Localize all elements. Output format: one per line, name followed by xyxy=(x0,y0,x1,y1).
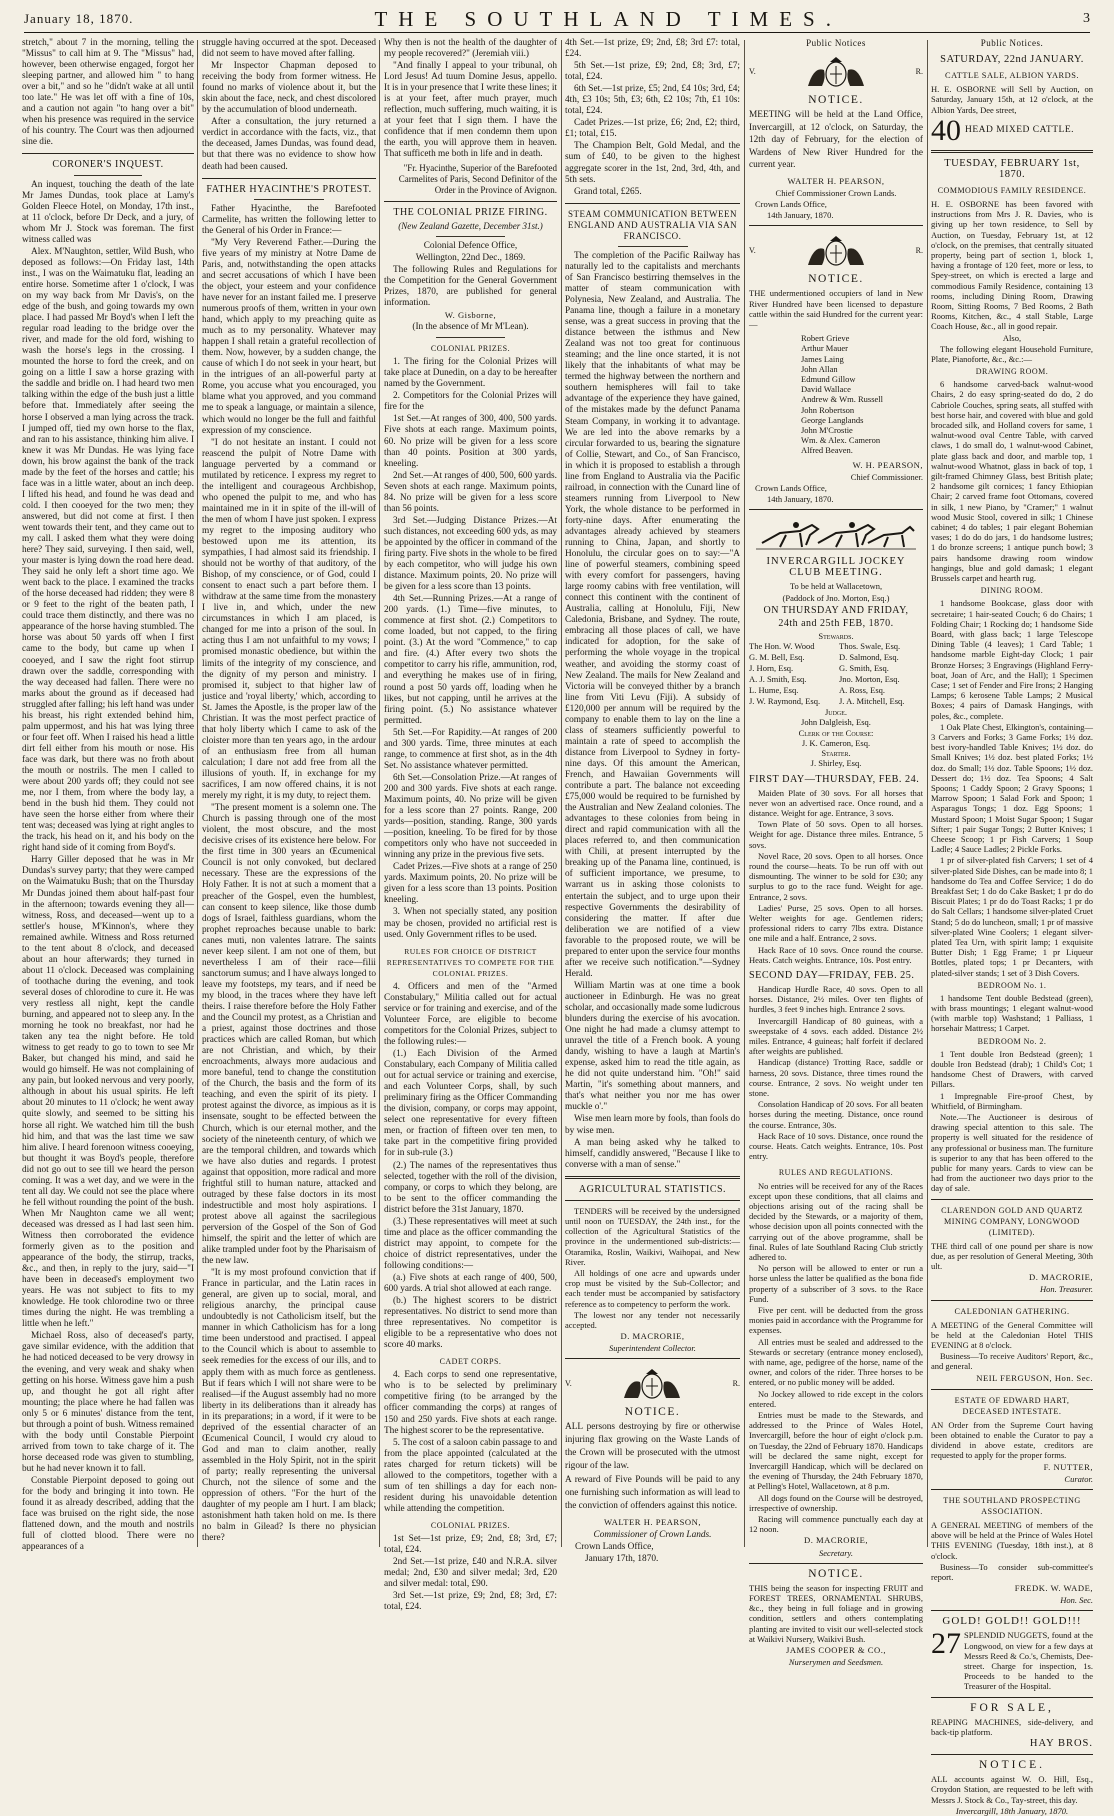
lot-description: HEAD MIXED CATTLE. xyxy=(965,125,1075,136)
article-text: Michael Ross, also of deceased's party, gave similar evidence, with the addition that he had noticed deceased to be very drowsy in the evening, and very weak and shaky when getting on his horse. Witness gave him a push up, and thought he got all right after mounting; the place where he had fallen was only 5 or 6 minutes' distance from the tent, but through a point of bush. Witness remained with the body until Constable Pierpoint arrived from town to take charge of it. The horse deceased rode was given to stumbling, but he had never known it to fall. xyxy=(22,1331,194,1474)
subheading: DRAWING ROOM. xyxy=(975,367,1049,377)
notice-text: THIS being the season for inspecting FRUIT and FOREST TREES, ORNAMENTAL SHRUBS, &c., they being in full foliage and in growing condition, settlers and others contemplating planting are invited to visit our well-selected stock at Waikivi Nursery, Waikivi Bush. xyxy=(749,1582,923,1644)
notice-text: ALL accounts against W. O. Hill, Esq., Croydon Station, are requested to be left with Messrs J. Stock & Co., Tay-street, this day. xyxy=(931,1774,1093,1805)
article-text: (2.) The names of the representatives thus selected, together with the roll of the division, company, or corps to which they belong, are to be sent to the officer commanding the district before the 31st January, 1870. xyxy=(384,1160,557,1215)
heading-notice: NOTICE. xyxy=(978,1759,1046,1772)
notice-text: A MEETING of the General Committee will be held at the Caledonian Hotel THIS EVENING at 8 o'clock. xyxy=(931,1319,1093,1351)
furniture-list: 1 handsome Tent double Bedstead (green), with brass mountings; 1 elegant walnut-wood (with marble top) Washstand; 1 Palliass, 1 horsehair Mattress; 1 Carpet. xyxy=(931,992,1093,1034)
headline-caledonian: CALEDONIAN GATHERING. xyxy=(954,1306,1070,1316)
article-text: The following Rules and Regulations for the Competition for the General Government Prizes, 1870, are published for general information. xyxy=(384,264,557,308)
headline-gold: GOLD! GOLD!! GOLD!!! xyxy=(942,1615,1082,1628)
article-text: 2nd Set.—1st prize, £40 and N.R.A. silver medal; 2nd, £30 and silver medal; 3rd, £20 and silver medal: total, £90. xyxy=(384,1557,557,1590)
section-header: Public Notices xyxy=(806,38,866,48)
dateline: Crown Lands Office, xyxy=(755,482,827,493)
article-text: 4. Each corps to send one representative, who is to be selected by preliminary competitive firing (to be arranged by the officer commanding the corps) at ranges of 150 and 250 yards. Five shots at each range. The highest scorer to be the representative. xyxy=(384,1370,557,1436)
list-item: Andrew & Wm. Russell xyxy=(801,394,884,405)
column-1 xyxy=(22,38,194,1553)
column-5 xyxy=(749,38,923,1668)
divider xyxy=(565,1176,740,1179)
column-3 xyxy=(384,38,557,1613)
article-text: Cadet Prizes.—1st prize, £6; 2nd, £2; third, £1; total, £15. xyxy=(565,118,740,140)
article-text: 1. The firing for the Colonial Prizes will take place at Dunedin, on a day to be hereafter named by the Government. xyxy=(384,357,557,390)
subheading: Stewards. xyxy=(818,630,854,641)
list-item: Thos. Swale, Esq. xyxy=(839,641,901,651)
headline-jockey-club: INVERCARGILL JOCKEY CLUB MEETING. xyxy=(766,556,906,579)
subheading: BEDROOM No. 2. xyxy=(977,1036,1047,1046)
race-entry: Handicap (distance) Trotting Race, saddle or harness, 20 sovs. Distance, three times round the course. Entrance, 2 sovs. No weight under ten stone. xyxy=(749,1057,923,1099)
list-item: A. J. Smith, Esq. xyxy=(749,674,807,685)
royal-arms-icon xyxy=(800,56,872,90)
page-number: 3 xyxy=(1083,11,1090,26)
column-4 xyxy=(565,38,740,1564)
article-text: 4th Set.—Running Prizes.—At a range of 200 yards. (1.) Time—five minutes, to commence at first shot. (2.) Competitors to come loaded, but not capped, to the firing point. (3.) At the word "Commence," to cap and fire. (4.) After every two shots the competitor to carry his rifle, ammunition, rod, and everything he makes use of in firing, round a post 50 yards off, loading when he likes, but not capping, until he arrives at the firing point. (5.) No assistance whatever permitted. xyxy=(384,594,557,726)
article-text: "The present moment is a solemn one. The Church is passing through one of the most violent, the most obscure, and the most decisive crises of its existence here below. For the first time in 300 years an Œcumenical Council is not only convoked, but declared necessary. These are the expressions of the Holy Father. It is not at such a moment that a preacher of the Gospel, even the humblest, can consent to keep silence, like those dumb dogs of Israel, faithless guardians, whom the prophet reproaches because unable to bark: canes muti, non valentes latrare. The saints never keep silent. I am not one of them, but nevertheless I am of their race—filii sanctorum sumus; and I have always longed to leave my footsteps, my tears, and if need be my blood, in the traces where they have left theirs. I raise therefore before the Holy Father and the Council my protest, as a Christian and a priest, against those doctrines and those practices which are called Roman, but which are not Christian, and which, by their encroachments, always more audacious and more baneful, tend to change the constitution of the Church, the basis and the form of its teaching, and even the spirit of its piety. I protest against the divorce, as impious as it is insensate, sought to be effected between the Church, which is our eternal mother, and the society of the nineteenth century, of which we are the temporal children, and towards which we have also duties and regards. I protest against that opposition, more radical and more frightful still to human nature, attacked and outraged by these false doctors in its most indestructible and most holy aspirations. I protest above all against the sacrilegious perversion of the Gospel of the Son of God himself, the spirit and the letter of which are alike trampled under foot by the Pharisaism of the new law. xyxy=(202,803,376,1267)
heading-first-day: FIRST DAY—THURSDAY, FEB. 24. xyxy=(749,773,920,785)
rule-text: No entries will be received for any of the Races except upon these conditions, that all claims and objections arising out of the racing shall be decided by the Stewards, or a majority of them, whose decision upon all points connected with the carrying out of the above programme, shall be final. Rules of late Southland Racing Club strictly adhered to. xyxy=(749,1180,923,1262)
notice-text: MEETING will be held at the Land Office, Invercargill, at 12 o'clock, on Saturday, the 12th day of February, for the election of Wardens of New River Hundred for the current year. xyxy=(749,110,923,171)
list-item: Alfred Beaven. xyxy=(801,445,853,456)
heading-auction-date: SATURDAY, 22nd JANUARY. xyxy=(940,54,1084,66)
notice-text: THE third call of one pound per share is now due, as per resolution of General Meeting, 30th ult. xyxy=(931,1240,1093,1272)
column-2 xyxy=(202,38,376,1549)
headline-clarendon: CLARENDON GOLD AND QUARTZ MINING COMPANY, LONGWOOD (LIMITED). xyxy=(941,1205,1083,1237)
article-text: struggle having occurred at the spot. Deceased did not seem to have moved after falling. xyxy=(202,38,376,60)
notice-text: ALL persons destroying by fire or otherwise injuring flax growing on the Waste Lands of the Crown will be prosecuted with the utmost rigour of the law. xyxy=(565,1422,740,1472)
subheading: BEDROOM No. 1. xyxy=(977,980,1047,990)
article-text: 6th Set.—Consolation Prize.—At ranges of 200 and 300 yards. Five shots at each range. Maximum points, 40. No prize will be given for a less score than 27 points. Range, 200 yards—position, standing. Range, 300 yards—position, kneeling. To be fired for by those competitors only who have not succeeded in winning any prize in the previous five sets. xyxy=(384,772,557,861)
list-item: George Langlands xyxy=(801,414,864,425)
heading-auction-date: TUESDAY, FEBRUARY 1st, 1870. xyxy=(944,157,1080,180)
signature: Curator. xyxy=(1064,1473,1093,1484)
divider xyxy=(931,1199,1093,1200)
list-item: Jno. Morton, Esq. xyxy=(839,674,900,685)
article-text: The completion of the Pacific Railway has naturally led to the capitalists and merchants of San Francisco bestirring themselves in the matter of steam communication with Polynesia, New Zealand, and Australia. The Panama line, though a failure in a monetary sense, was a great success in proving that the distance between the isthmus and New Zealand was not too great for continuous steaming; and the line once started, it is not likely that the inhabitants of what may be termed the highway between the northern and southern hemispheres will fail to take advantage of the experience they have gained, of the mistakes made by the defunct Panama Steam Company, in working it to advantage. We are led into the above remarks by a circular forwarded to us, bearing the signature of Collie, Stewart, and Co., of San Francisco, in which it is proposed to establish a through line from England to Australia via the Pacific railroad, in connection with the Cunard line of steamers running from Liverpool to New York, the whole distance to be performed in forty-nine days. After enumerating the advantages already achieved by steamers running to China, Japan, and shortly to Honolulu, the circular goes on to say:—"A line of powerful steamers, combining speed with every comfort for passengers, having large roomy cabins with free ventilation, will connect this continent with the continent of Australia, calling at Honolulu, Fiji, New Caledonia, Brisbane, and Sydney. The route, embracing all those places of call, we have indicated for adoption, for the sake of performing the whole voyage in the tropical weather, and avoiding the stormy coast of New Zealand. The mails for New Zealand and Victoria will be conveyed thither by a branch line from Viti Levu (Fiji). A subsidy of £120,000 per annum will be required by the company to enable them to lay on the line a class of steamers sufficiently powerful to maintain a rate of speed to accomplish the distance from Liverpool to Sydney in forty-nine days. Of this amount the American, French, and Hawaiian Governments will contribute a part. The balance not exceeding £75,000 would be required to be furnished by the Australian and New Zealand colonies. The advantages to these colonies from being in direct and rapid communication with all the places referred to, and then communication with Chili, at present interrupted by the breaking up of the Panama line, continued, is of sufficient importance, we presume, to warrant us in asking those colonists to entertain the subject, and to urge upon their respective Governments the desirability of considering the matter. If after due deliberation we are notified of a view favorable to the proposed route, we will be prepared to enter upon the service four months after we receive such notification."—Sydney Herald. xyxy=(565,250,740,979)
signature: Hon. Sec. xyxy=(1060,1595,1093,1606)
notice-text: THE undermentioned occupiers of land in New River Hundred have been licensed to depasture cattle within the said Hundred for the current year:— xyxy=(749,288,923,329)
subheading: Clerk of the Course: xyxy=(798,727,874,738)
signature: D. MACRORIE, xyxy=(1028,1272,1093,1283)
official-name: J. K. Cameron, Esq. xyxy=(801,737,871,748)
furniture-list: 1 Oak Plate Chest, Elkington's, containing—3 Carvers and Forks; 3 Game Forks; 1½ doz. best ivory-handled Table Knives; 1½ doz. do Small Knives; 1½ doz. best plated Forks; 1½ doz. do Small; 1½ doz. Table Spoons; 1½ doz. Dessert do; 1½ doz. Tea Spoons; 4 Salt Spoons; 1 Caddy Spoon; 2 Gravy Spoons; 1 Marrow Spoon; 1 Salad Fork and Spoon; 1 Asparagus Tongs; 1 doz. Egg Spoons; 1 Mustard Spoon; 1 Moist Sugar Spoon; 1 Sugar Sifter; 1 pair Sugar Tongs; 2 Butter Knives; 1 Cheese Scoop; 1 pr Fish Carvers; 1 Soup Ladle; 4 Sauce Ladles; 2 Pickle Forks. xyxy=(931,721,1093,855)
rule-text: Five per cent. will be deducted from the gross monies paid in accordance with the Programme for expenses. xyxy=(749,1304,923,1336)
article-text: Why then is not the health of the daughter of my people recovered?" (Jeremiah viii.) xyxy=(384,38,557,60)
divider xyxy=(931,1489,1093,1490)
article-text: Alex. M'Naughton, settler, Wild Bush, who deposed as follows:—On Friday last, 14th inst., I was on the Waimatuku flat, leading an entire horse. Sometime after 1 o'clock, I was on my way back from Mr Davis's, on the edge of the bush, and going towards my own place. I had passed Mr Boyd's when I left the regular road leading to the bridge over the river, and made for the old ford, wishing to wash the horse's legs in the crossing. I mounted the horse to ford the creek, and on going on a little I saw a horse grazing with the saddle and bridle on. I had heard two men talking within the edge of the bush just a little before that. Immediately after seeing the horse I observed a man lying across the track. I jumped off, tied my own horse to the flax, and ran to his assistance, thinking him alive. I knew it was Mr Dundas. He was lying face down, his brow against the bank of the track made by the feet of the horses and cattle; his face was in a little water, about an inch deep. I lifted his head, and found he was dead and cold. I then cooeyed for the two men; they answered, but did not come at first. I then went towards their tent, and they came out to my call. I asked them what they were doing here? They said, surveying. I then said, well, your master is lying down the road here dead. They said he only left a short time ago. We went back to the place. I examined the tracks of the horse deceased had ridden; they were 8 or 9 feet to the right of the beaten path, I could trace them distinctly, and there was no appearance of the horse having stumbled. The horse was about 50 yards off when I first came to the body, but came up when I cooeyed, and I saw the right foot stirrup drawn over the saddle, corresponding with the way deceased had fallen. There were no marks about the ground as if deceased had struggled after falling; his left hand was under his breast, his right extended behind him, palm uppermost, and his hat was lying three or four feet off. When I raised his head a little dirt fell either from his mouth or nose. His face was dark, but there was no froth about the mouth or nostrils. The men I called to were about 200 yards off; they could not see me, nor I them, from where the body lay, a bend in the bush hid them. They could not have seen the horse either from where their tent was; deceased was lying at right angles to the track, his head on it, and his body on the right hand side of it coming from Boyd's. xyxy=(22,246,194,854)
list-item: John Robertson xyxy=(801,404,855,415)
list-item: G. Smith, Esq. xyxy=(839,663,889,674)
notice-text: A reward of Five Pounds will be paid to any one furnishing such information as will lead to the conviction of offenders against this notice. xyxy=(565,1475,740,1512)
article-text: 2. Competitors for the Colonial Prizes will fire for the xyxy=(384,391,557,413)
notice-text: AN Order from the Supreme Court having been obtained to enable the Curator to pay a dividend in above estate, creditors are requested to apply for the proper forms. xyxy=(931,1419,1093,1461)
article-text: Harry Giller deposed that he was in Mr Dundas's survey party; that they were camped on the Waimatuku Bush; that on the Thursday Mr Dundas joined them about half-past four in the afternoon; towards evening they all—witness, Ross, and deceased—went up to a settler's house, M'Kinnon's, where they remained awhile. Witness and Ross returned to the tent about 8 o'clock, and deceased about an hour afterwards; they turned in about 11 o'clock. Deceased was complaining of toothache during the evening, and took several doses of chlorodine to cure it. He was very restless all night, kept the candle burning, and appeared not to sleep any. In the morning he took no breakfast, nor had he taken any tea the night before. He told witness to get ready to go to town to see Mr Baker, but changed his mind, and said he would go himself. He was not complaining of any pain, but looked nervous and very poorly, although in about his usual spirits. He left about 20 minutes to 11 o'clock; he went away quite slowly, and seemed to be sitting his horse all right. We watched him till the bush hid him, and that was the last time we saw him alive. I heard forenoon witness cooeying, but thought it was Boyd's people, therefore did not go out to see till we heard the person coming. It was a wet day, and we were in the tent all day. We could not see the place where he fell without rounding the point of the bush. When Mr Naughton came we all went; deceased was dressed as I had last seen him. Witness then corroborated the evidence formerly given as to the position and appearance of the body, the stirrup, tracks, &c., and then, in reply to the jury, said—"I have been in deceased's employment two years. He was not subject to fits to my knowledge. He took chlorodine two or three times during the night. He was trembling a little when he left." xyxy=(22,855,194,1330)
divider xyxy=(931,1697,1093,1698)
royal-arms-icon xyxy=(616,1368,688,1402)
signature: Nurserymen and Seedsmen. xyxy=(788,1657,884,1668)
divider xyxy=(931,1389,1093,1390)
notice-text: TENDERS will be received by the undersigned until noon on TUESDAY, the 24th inst., for the collection of the Agricultural Statistics of the province in the undermentioned sub-districts:—Otaramika, Roslin, Waikivi, Waihopai, and New River. xyxy=(565,1205,740,1267)
list-item: J. A. Mitchell, Esq. xyxy=(839,696,905,707)
notice-text: To be held at Wallacetown, xyxy=(789,581,883,592)
signature: W. Gisborne, xyxy=(444,310,497,321)
subheading: DINING ROOM. xyxy=(980,586,1044,596)
divider xyxy=(202,178,376,179)
notice-text: H. E. OSBORNE has been favored with instructions from Mrs J. R. Davies, who is giving up her town residence, to Sell by Auction, on Tuesday, February 1st, at 12 o'clock, on the premises, that centrally situated property, being part of section 1, block 1, having a frontage of 120 feet, more or less, to Spey-street, on which is erected a large and commodious Family Residence, containing 13 rooms, including Dining Room, Drawing Room, Sitting Rooms, 7 Bed Rooms, 2 Bath Rooms, Kitchen, &c., 4 stall Stable, Large Coach House, &c., all in good repair. xyxy=(931,198,1093,332)
signature: "Fr. Hyacinthe, Superior of the Barefooted Carmelites of Paris, Second Definitor of the Order in the Province of Avignon. xyxy=(398,162,557,195)
heading-notice: NOTICE. xyxy=(808,94,864,107)
signature: JAMES COOPER & CO., xyxy=(786,1644,886,1655)
article-text: Grand total, £265. xyxy=(574,186,642,197)
rule-text: Racing will commence punctually each day at 12 noon. xyxy=(749,1514,923,1535)
divider xyxy=(931,150,1093,153)
furniture-list: 1 handsome Bookcase, glass door with secretaire; 1 hair-seated Couch; 6 do Chairs; 1 Folding Chair; 1 Rocking do; 1 handsome Side Board, with glass back; 1 large Telescope Dining Table (4 leaves); 1 Card Table; 1 handsome marble Eight-day Clock; 1 pair Bronze Horses; 3 Engravings (Highland Ferry-boat, Joan of Arc, and the Hall); 1 Specimen Case; 1 set of Fender and Fire Irons; 2 Hanging Lamps; 6 kerosene Table Lamps; 2 Musical Boxes; 4 pairs of Damask Hangings, with poles, &c., complete. xyxy=(931,598,1093,721)
issue-date: January 18, 1870. xyxy=(24,11,134,26)
signature: Hon. Treasurer. xyxy=(1040,1284,1093,1295)
royal-arms-icon xyxy=(800,235,872,269)
nugget-count: 27 xyxy=(931,1627,961,1661)
list-item: D. Salmond, Esq. xyxy=(839,652,899,663)
race-entry: Hack Race of 10 sovs. Once round the course. Heats. Catch weights. Entrance, 10s. Post entry. xyxy=(749,944,923,965)
notice-text: (Paddock of Jno. Morton, Esq.) xyxy=(782,592,890,603)
article-text: An inquest, touching the death of the late Mr James Dundas, took place at Lamy's Golden Fleece Hotel, on Monday, 17th inst., at 11 o'clock, before Dr Deck, and a jury, of whom Mr J. Stock was foreman. The first witness called was xyxy=(22,179,194,245)
furniture-list: 1 pr of silver-plated fish Carvers; 1 set of 4 silver-plated Side Dishes, can be made into 8; 1 handsome do Tea and Coffee Service; 1 do do Breakfast Set; 1 do do Cake Basket; 1 pr do do Biscuit Plates; 1 pr do do Toast Racks; 1 pr do do Salt Cellars; 1 handsome silver-plated Cruet Stand; 5 do do luncheon, small; 1 pr of massive silver-plated Wine Coolers; 1 elegant silver-plated Tea Urn, with spirit lamp; 1 exquisite Butter Dish; 1 Egg Frame; 1 pr Liqueur Bottles, plated tops; 1 pr Decanters, with plated-silver stands; 1 set of 3 Dish Covers. xyxy=(931,855,1093,978)
column-rule xyxy=(927,40,928,1547)
source-line: (New Zealand Gazette, December 31st.) xyxy=(398,220,543,231)
heading-notice: NOTICE. xyxy=(624,1406,681,1419)
dateline: Crown Lands Office, xyxy=(575,1541,654,1552)
column-rule xyxy=(379,40,380,1547)
rule-text: Entries must be made to the Stewards, and addressed to the Prince of Wales Hotel, Invercargill, before the hour of eight o'clock p.m. on Tuesday, the 22nd of February 1870. Handicaps will be declared the same night, except for Invercargill Handicap, which will be declared on the evening of Thursday, the 24th February 1870, at Pelling's Hotel, Wallacetown, at 8 p.m. xyxy=(749,1410,923,1492)
divider xyxy=(931,1754,1093,1755)
notice-text: Also, xyxy=(1002,332,1022,343)
race-dates: 24th and 25th FEB, 1870. xyxy=(778,617,894,629)
notice-text: Note.—The Auctioneer is desirous of drawing special attention to this sale. The property is well situated for the residence of any professional or business man. The furniture is superior to any that has been offered to the public for many years. Cards to view can be had from the auctioneer two days prior to the day of sale. xyxy=(931,1111,1094,1194)
race-dates: ON THURSDAY AND FRIDAY, xyxy=(763,604,909,616)
headline-steam-communication: STEAM COMMUNICATION BETWEEN ENGLAND AND AUSTRALIA VIA SAN FRANCISCO. xyxy=(567,208,738,241)
notice-text: A GENERAL MEETING of members of the above will be held at the Prince of Wales Hotel THIS EVENING (Tuesday, 18th inst.), at 8 o'clock. xyxy=(931,1519,1093,1561)
article-text: "And finally I appeal to your tribunal, oh Lord Jesus! Ad tuum Domine Jesus, appello. It is in your presence that I write these lines; it is at your feet, after much prayer, much reflection, much suffering, much waiting, it is at your feet that I sign them. I have the confidence that if men condemn them upon the earth, you will approve them in heaven. That sufficeth me both in life and in death. xyxy=(384,61,557,160)
headline-prospecting: THE SOUTHLAND PROSPECTING ASSOCIATION. xyxy=(943,1495,1081,1516)
divider xyxy=(384,201,557,202)
subheading: RULES AND REGULATIONS. xyxy=(778,1167,894,1177)
list-item: L. Hume, Esq. xyxy=(749,685,799,696)
notice-text: H. E. OSBORNE will Sell by Auction, on Saturday, January 15th, at 12 o'clock, at the Albion Yards, Dee street, xyxy=(931,84,1093,115)
rule-text: No person will be allowed to enter or run a horse unless the latter be qualified as the bona fide property of a subscriber of 3 sovs. to the Race Fund. xyxy=(749,1263,923,1304)
list-item: Edmund Gillow xyxy=(801,373,856,384)
article-text: 5. The cost of a saloon cabin passage to and from the place appointed (calculated at the rates charged for return tickets) will be allowed to the competitors, together with a sum of ten shillings a day for each non-resident during his unavoidable detention while attending the competition. xyxy=(384,1437,557,1514)
headline-agricultural-statistics: AGRICULTURAL STATISTICS. xyxy=(578,1183,727,1195)
subheading: CATTLE SALE, ALBION YARDS. xyxy=(945,71,1079,81)
heading-for-sale: FOR SALE, xyxy=(970,1701,1054,1714)
rule-text: All dogs found on the Course will be destroyed, irrespective of ownership. xyxy=(749,1492,923,1513)
heading-notice: NOTICE. xyxy=(808,273,864,286)
list-item: Arthur Mauer xyxy=(801,343,848,354)
divider xyxy=(931,1300,1093,1301)
article-text: 2nd Set.—At ranges of 400, 500, 600 yards. Seven shots at each range. Maximum points, 84. No prize will be given for a less score than 56 points. xyxy=(384,470,557,514)
list-item: Robert Grieve xyxy=(801,333,850,344)
article-text: Constable Pierpoint deposed to going out for the body and bringing it into town. He found it as already described, adding that the face was bruised on the right side, the nose flattened down, and the mouth and nostrils full of clotted blood. There were no appearances of a xyxy=(22,1476,194,1553)
masthead xyxy=(24,6,1090,33)
headline-colonial-prize-firing: THE COLONIAL PRIZE FIRING. xyxy=(393,206,548,218)
newspaper-title: THE SOUTHLAND TIMES. xyxy=(374,6,842,31)
heading-notice: NOTICE. xyxy=(808,1567,864,1580)
list-item: John Allan xyxy=(801,363,838,374)
dateline: 14th January, 1870. xyxy=(767,210,834,221)
notice-text: REAPING MACHINES, side-delivery, and back-tip platform. xyxy=(931,1716,1093,1737)
article-text: 3rd Set.—Judging Distance Prizes.—At such distances, not exceeding 600 yds, as may be appointed by the officer in command of the firing party. Five shots in the whole to be fired by each competitor, who will judge his own distance. Maximum points, 20. No prize will be given for a less score than 13 points. xyxy=(384,515,557,593)
dateline: Crown Lands Office, xyxy=(755,198,827,209)
article-text: 3rd Set.—1st prize, £9; 2nd, £8; 3rd, £7: total, £24. xyxy=(384,1591,557,1613)
article-text: 4th Set.—1st prize, £9; 2nd, £8; 3rd £7: total, £24. xyxy=(565,38,740,60)
race-entry: Hack Race of 10 sovs. Distance, once round the course. Heats. Catch weights. Entrance, 10s. Post entry. xyxy=(749,1130,923,1162)
article-text: (a.) Five shots at each range of 400, 500, 600 yards. A trial shot allowed at each range. xyxy=(384,1272,557,1295)
divider xyxy=(565,203,740,204)
signature: Secretary. xyxy=(819,1547,853,1558)
signature: FREDK. W. WADE, xyxy=(1014,1583,1093,1594)
signature: Commissioner of Crown Lands. xyxy=(593,1529,712,1540)
subheading: COLONIAL PRIZES. xyxy=(430,344,511,354)
article-text: "I do not hesitate an instant. I could not reascend the pulpit of Notre Dame with language perverted by a command or mutilated by reticence. I express my regret to the intelligent and courageous Archbishop, who opened the pulpit to me, and who has maintained me in it in spite of the ill-will of the men of whom I have just spoken. I express my regret to the imposing auditory who bestowed upon me its attention, its sympathies, I had almost said its friendship. I should not be worthy of that auditory, of the Bishop, of my conscience, or of God, could I consent to enact such a part before them. I withdraw at the same time from the monastery I live in, and which, under the new circumstances in which I am placed, is changed for me into a prison of the soul. In acting thus I am not unfaithful to my vows; I promised monastic obedience, but within the limits of the integrity of my conscience, and the dignity of my person and ministry. I promised it, subject to that higher law of justice and 'royal liberty,' which, according to St. James the Apostle, is the proper law of the Christian. It was the most perfect practice of that holy liberty which I came to ask of the cloister more than ten years ago, in the ardour of an enthusiasm free from all human calculation; I dare not add free from all the illusions of youth. If, in exchange for my sacrifices, I am now offered chains, it is not merely my right, it is my duty, to reject them. xyxy=(202,437,376,802)
signature: Chief Commissioner Crown Lands. xyxy=(775,187,897,198)
column-6 xyxy=(931,38,1094,1816)
dateline: 14th January, 1870. xyxy=(767,494,834,504)
divider xyxy=(565,1200,740,1201)
subheading: Judge. xyxy=(824,707,848,718)
divider xyxy=(22,153,194,154)
auction-lot xyxy=(931,113,1093,147)
signature: NEIL FERGUSON, Hon. Sec. xyxy=(976,1372,1093,1383)
notice-text: SPLENDID NUGGETS, found at the Longwood, on view for a few days at Messrs Reed & Co.'s, Chemists, Dee-street. Charge for inspection, 1s. Proceeds to be handed to the Treasurer of the Hospital. xyxy=(964,1630,1093,1692)
signature: F. NUTTER, xyxy=(1043,1461,1093,1472)
list-item: J. Horn, Esq. xyxy=(749,663,794,674)
article-text: (b.) The highest scorers to be district representatives. No district to send more than three representatives. No competitor is eligible to be a representative who does not score 40 marks. xyxy=(384,1296,557,1351)
list-item: David Wallace xyxy=(801,384,851,395)
list-item: Wm. & Alex. Cameron xyxy=(801,435,881,446)
article-text: A man being asked why he talked to himself, candidly answered, "Because I like to converse with a man of sense." xyxy=(565,1137,740,1170)
official-name: John Dalgleish, Esq. xyxy=(801,717,871,728)
divider xyxy=(436,236,505,237)
notice-text: Business—To consider sub-committee's report. xyxy=(931,1561,1093,1582)
list-item: G. M. Bell, Esq. xyxy=(749,652,805,663)
article-text: The Champion Belt, Gold Medal, and the sum of £40, to be given to the highest aggregate scorer in the 1st, 2nd, 3rd, 4th, and 5th sets. xyxy=(565,141,740,185)
notice-text: Business—To receive Auditors' Report, &c., and general. xyxy=(931,1351,1093,1372)
dateline: January 17th, 1870. xyxy=(585,1553,659,1564)
divider xyxy=(749,509,923,510)
royal-crest: V. R. xyxy=(565,1364,740,1402)
article-text: Mr Inspector Chapman deposed to receiving the body from former witness. He found no marks of violence about it, but the skin about the face, neck, and chest discolored by the accumulation of blood underneath. xyxy=(202,61,376,116)
headline-father-hyacinthe: FATHER HYACINTHE'S PROTEST. xyxy=(206,183,372,195)
list-item: The Hon. W. Wood xyxy=(749,641,815,651)
divider xyxy=(618,246,688,247)
article-text: "My Very Reverend Father.—During the five years of my ministry at Notre Dame de Paris, and, notwithstanding the open attacks and secret accusations of which I have been the object, your esteem and your confidence have never for an instant failed me. I preserve numerous proofs of them, written in your own hand, which apply to my preaching quite as much as to my personality. Whatever may happen I shall retain a grateful recollection of them. Now, however, by a sudden change, the cause of which I do not seek in your heart, but in the intrigues of an all-powerful party at Rome, you accuse what you encouraged, you blame what you approved, and you command me to speak a language, or maintain a silence, which would no longer be the full and faithful expression of my conscience. xyxy=(202,237,376,436)
race-entry: Ladies' Purse, 25 sovs. Open to all horses. Welter weights for age. Gentlemen riders; professional riders to carry 7lbs extra. Distance one mile and a half. Entrance, 2 sovs. xyxy=(749,902,923,944)
divider xyxy=(931,1610,1093,1611)
subheading: COLONIAL PRIZES. xyxy=(430,1520,511,1530)
race-entry: Maiden Plate of 30 sovs. For all horses that never won an advertised race. Once round, and a distance. Weight for age. Entrance, 3 sovs. xyxy=(749,787,923,818)
divider xyxy=(565,1358,740,1359)
article-text: 5th Set.—For Rapidity.—At ranges of 200 and 300 yards. Time, three minutes at each range, to commence at first shot, as in the 4th Set. No assistance whatever permitted. xyxy=(384,727,557,771)
royal-crest: V. R. xyxy=(749,231,923,269)
headline-estate: ESTATE OF EDWARD HART, DECEASED INTESTATE. xyxy=(954,1395,1070,1416)
race-entry: Novel Race, 20 sovs. Open to all horses. Once round the course—heats. To be run off with out dismounting. The winner to be sold for £30; any surplus to go to the race fund. Weight for age. Entrance, 2 sovs. xyxy=(749,850,923,902)
divider xyxy=(436,337,505,338)
dateline: Colonial Defence Office, xyxy=(423,240,518,251)
signature: (In the absence of Mr M'Lean). xyxy=(412,322,529,333)
signature: Superintendent Collector. xyxy=(609,1343,696,1354)
article-text: "It is my most profound conviction that if France in particular, and the Latin races in general, are given up to social, moral, and religious anarchy, the principal cause undoubtedly is not Catholicism itself, but the manner in which Catholicism has for a long time been understood and practised. I appeal to the Council which is about to assemble to seek remedies for the excess of our ills, and to apply them with as much force as gentleness. But if fears which I will not share were to be realised—if the August assembly had no more liberty in its deliberations than it already has in its preparations; in a word, if it were to be deprived of the essential character of an Œcumenical Council, I would cry aloud to God and man to claim another, really assembled in the Holy Spirit, not in the spirit of party; really representing the universal Church, not the silence of some and the oppression of others. "For the hurt of the daughter of my people am I hurt. I am black; astonishment hath taken hold on me. Is there no balm in Gilead? Is there no physician there? xyxy=(202,1268,376,1544)
signature: WALTER H. PEARSON, xyxy=(787,175,885,186)
gold-notice xyxy=(931,1627,1093,1692)
official-name: J. Shirley, Esq. xyxy=(810,758,862,769)
race-entry: Town Plate of 50 sovs. Open to all horses. Weight for age. Distance three miles. Entrance, 5 sovs. xyxy=(749,819,923,850)
furniture-list: 1 Tent double Iron Bedstead (green); 1 double Iron Bedstead (drab); 1 Child's Cot; 1 handsome Chest of Drawers, with carved Pillars. xyxy=(931,1048,1093,1090)
article-text: (1.) Each Division of the Armed Constabulary, each Company of Militia called out for actual service or training and exercise, and each Volunteer Corps, shall, by such preliminary firing as the Officer Commanding the division, company, or corps may appoint, select one representative for every fifteen men, or fraction of fifteen over ten men, to take part in the competitive firing provided for in sub-rule (3.) xyxy=(384,1049,557,1159)
rule-text: No Jockey allowed to ride except in the colors entered. xyxy=(749,1388,923,1409)
article-text: 3. When not specially stated, any position may be chosen, provided no artificial rest is used. Only Government rifles to be used. xyxy=(384,907,557,940)
divider xyxy=(749,1563,923,1564)
occupier-list xyxy=(749,333,923,455)
rule-text: All entries must be sealed and addressed to the Stewards or secretary (entrance money enclosed), with name, age, pedigree of the horse, name of the owner, and colors of the rider. Three horses to be entered, or no public money will be added. xyxy=(749,1336,923,1388)
lot-quantity: 40 xyxy=(931,113,961,147)
furniture-list: 6 handsome carved-back walnut-wood Chairs, 2 do easy spring-seated do do, 2 do Cabriole Couches, spring seats, all stuffed with best horse hair, and covered with blue and gold brocaded silk, and Holland covers for same, 1 walnut-wood oval Centre Table, with carved claws, 1 do small do, 1 walnut-wood Cabinet, plate glass back and door, and marble top, 1 walnut-wood Whatnot, glass in back of top, 1 gilt-framed Chimney Glass, best British plate; 2 handsome gilt cornices; 1 fancy Ethiopian Chair; 2 carved frame foot Ottomans, covered in silk, 1 new Piano, by "Cramer;" 1 walnut wood Music Stool, covered in silk; 1 Chinese cabinet; 4 do tables; 1 pair elegant Bohemian vases; 1 do do do jars, 1 do handsome lustres; 1 do bronze screens; 1 antique punch bowl; 3 pairs handsome drawing room window hangings, blue and gold damask; 1 elegant Brussels carpet and hearth rug. xyxy=(931,379,1093,584)
dateline: Invercargill, 18th January, 1870. xyxy=(955,1805,1069,1816)
notice-text: The lowest nor any tender not necessarily accepted. xyxy=(565,1309,740,1330)
race-entry: Invercargill Handicap of 80 guineas, with a sweepstake of 4 sovs. each added. Distance 2½ miles. Entrance, 4 guineas; half forfeit if declared after weights are published. xyxy=(749,1015,923,1057)
article-text: William Martin was at one time a book auctioneer in Edinburgh. He was no great scholar, and occasionally made some ludicrous blunders during the exercise of his avocation. One night he had made a clumsy attempt to unravel the title of a French book. A young dandy, wishing to have a laugh at Martin's expense, asked him to read the title again, as he did not quite understand him. "Oh!" said Martin, "it's something about manners, and that's what neither you nor me has ower muckle o'." xyxy=(565,980,740,1113)
article-text: 5th Set.—1st prize, £9; 2nd, £8; 3rd, £7; total, £24. xyxy=(565,61,740,83)
signature: D. MACRORIE, xyxy=(803,1535,868,1546)
article-text: Wise men learn more by fools, than fools do by wise men. xyxy=(565,1114,740,1136)
article-text: stretch," about 7 in the morning, telling the "Missus" to call him at 9. The "Missus" had, however, been otherwise engaged, forgot her sleeping partner, and allowed him " to hang over a bit," and so he "didn't wake at all until too late." He was let off with a fine of 10s, and a caution not again "to hang over a bit" when his presence was required in the service of his country. The Court was then adjourned sine die. xyxy=(22,38,194,148)
article-text: Father Hyacinthe, the Barefooted Carmelite, has written the following letter to the General of his Order in France:— xyxy=(202,203,376,236)
furniture-list: 1 Impregnable Fire-proof Chest, by Whitfield, of Birmingham. xyxy=(931,1090,1093,1111)
notice-text: The following elegant Household Furniture, Plate, Pianoforte, &c., &c.:— xyxy=(931,343,1093,364)
subheading: Starter. xyxy=(821,748,851,759)
race-entry: Consolation Handicap of 20 sovs. For all beaten horses during the meeting. Distance, once round the course. Entrance, 30s. xyxy=(749,1099,923,1130)
divider xyxy=(74,175,143,176)
stewards-list xyxy=(749,641,923,707)
list-item: A. Ross, Esq. xyxy=(839,685,886,696)
heading-second-day: SECOND DAY—FRIDAY, FEB. 25. xyxy=(749,970,915,981)
column-rule xyxy=(744,40,745,1547)
notice-text: All holdings of one acre and upwards under crop must be visited by the Sub-Collector; and each tender must be accompanied by satisfactory reference as to competency to perform the work. xyxy=(565,1267,740,1309)
column-rule xyxy=(197,40,198,1547)
article-text: (3.) These representatives will meet at such time and place as the officer commanding the district may appoint, to compete for the choice of district representatives, under the following conditions:— xyxy=(384,1216,557,1271)
dateline: Wellington, 22nd Dec., 1869. xyxy=(415,252,526,263)
race-entry: Handicap Hurdle Race, 40 sovs. Open to all horses. Distance, 2½ miles. Over ten flights of hurdles, 3 feet 9 inches high. Entrance 2 sovs. xyxy=(749,984,923,1015)
divider xyxy=(254,199,324,200)
racing-horses-icon xyxy=(756,515,916,551)
article-text: Cadet Prizes.—Five shots at a range of 250 yards. Maximum points, 20. No prize will be given for a less score than 13 points. Position kneeling. xyxy=(384,862,557,906)
article-text: 1st Set—1st prize, £9; 2nd, £8; 3rd, £7; total, £24. xyxy=(384,1534,557,1556)
signature: HAY BROS. xyxy=(1029,1738,1093,1750)
divider xyxy=(749,225,923,226)
royal-crest: V. R. xyxy=(749,52,923,90)
article-text: After a consultation, the jury returned a verdict in accordance with the facts, viz., that the deceased, James Dundas, was found dead, but that there was no evidence to show how death had been caused. xyxy=(202,117,376,172)
list-item: James Laing xyxy=(801,353,844,364)
article-text: 6th Set.—1st prize, £5; 2nd, £4 10s; 3rd, £4; 4th, £3 10s; 5th, £3; 6th, £2 10s; 7th, £1 10s: total, £24. xyxy=(565,84,740,117)
subheading: RULES FOR CHOICE OF DISTRICT REPRESENTATIVES TO COMPETE FOR THE COLONIAL PRIZES. xyxy=(386,946,555,978)
subheading: CADET CORPS. xyxy=(439,1357,502,1367)
section-header: Public Notices. xyxy=(980,38,1044,48)
column-rule xyxy=(561,40,562,1547)
article-text: 1st Set.—At ranges of 300, 400, 500 yards. Five shots at each range. Maximum points, 60. No prize will be given for a less score than 40 points. Position at 300 yards, kneeling. xyxy=(384,414,557,469)
signature: WALTER H. PEARSON, xyxy=(603,1517,701,1528)
signature: W. H. PEARSON, xyxy=(852,459,923,470)
list-item: J. W. Raymond, Esq. xyxy=(749,696,821,707)
subheading: COMMODIOUS FAMILY RESIDENCE. xyxy=(937,185,1087,195)
headline-coroners-inquest: CORONER'S INQUEST. xyxy=(52,159,164,171)
article-text: 4. Officers and men of the "Armed Constabulary," Militia called out for actual service or for training and exercise, and of the Volunteer Force, are eligible to become competitors for the Colonial Prizes, subject to the following rules:— xyxy=(384,981,557,1047)
signature: D. MACRORIE, xyxy=(620,1331,685,1342)
signature: Chief Commissioner. xyxy=(850,471,923,482)
list-item: John M'Crostie xyxy=(801,424,853,435)
